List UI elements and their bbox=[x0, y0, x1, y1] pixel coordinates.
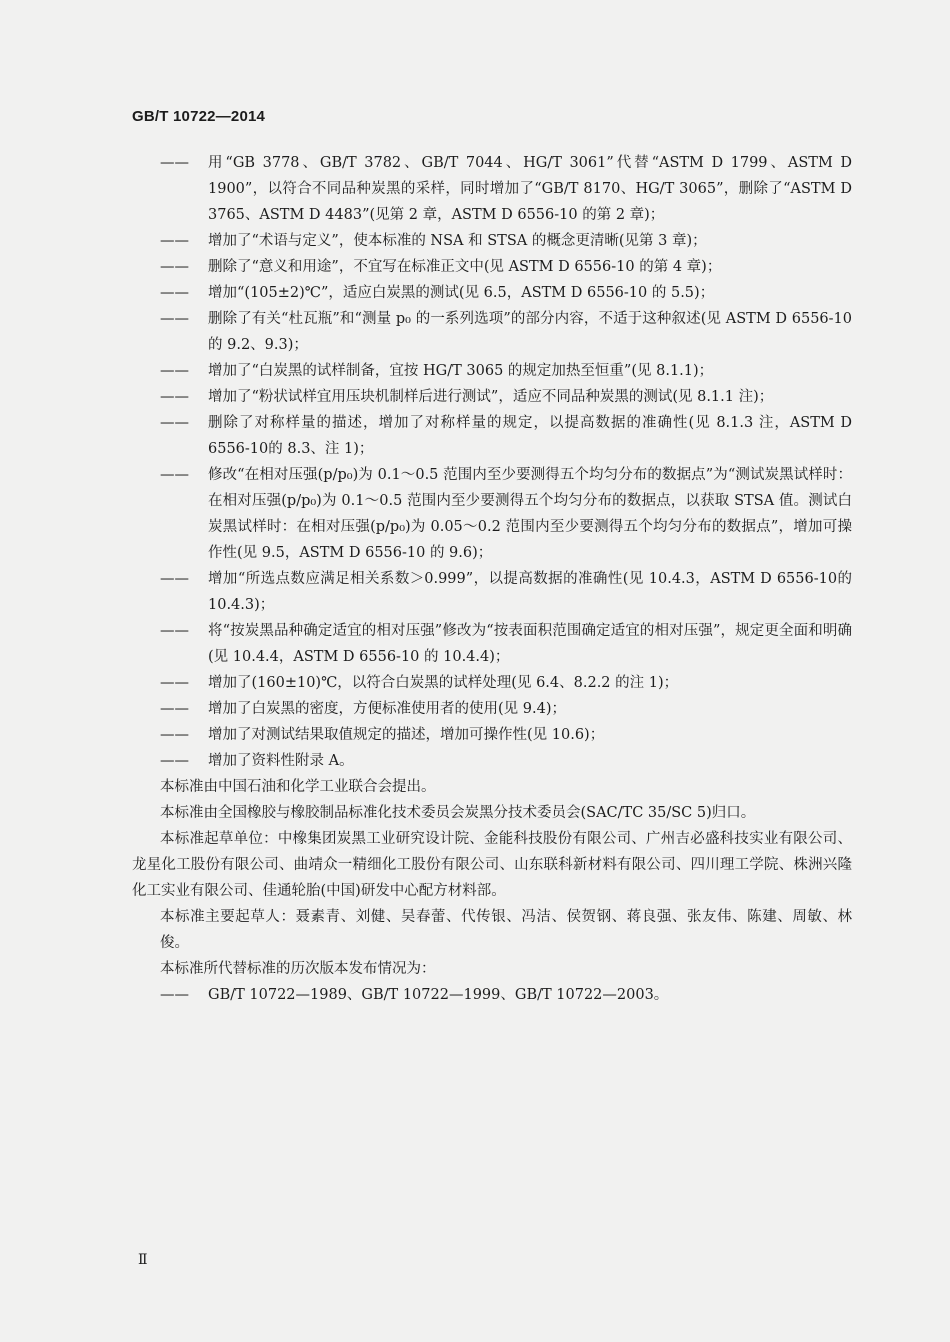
drafting-units-paragraph: 本标准起草单位：中橡集团炭黑工业研究设计院、金能科技股份有限公司、广州吉必盛科技实业有限公司、龙星化工股份有限公司、曲靖众一精细化工股份有限公司、山东联科新材料有限公司、四川理工学院、株洲兴隆化工实业有限公司、佳通轮胎(中国)研发中心配方材料部。 bbox=[132, 831, 852, 899]
proposed-by-paragraph: 本标准由中国石油和化学工业联合会提出。 bbox=[160, 779, 436, 795]
change-item-text: 增加了(160±10)℃，以符合白炭黑的试样处理(见 6.4、8.2.2 的注 1)； bbox=[208, 675, 679, 691]
dash-marker: —— bbox=[160, 623, 189, 639]
change-item-text: 增加了“粉状试样宜用压块机制样后进行测试”，适应不同品种炭黑的测试(见 8.1.1 注)； bbox=[208, 389, 774, 405]
history-intro-paragraph: 本标准所代替标准的历次版本发布情况为： bbox=[160, 961, 436, 977]
dash-marker: —— bbox=[160, 389, 189, 405]
change-item bbox=[160, 280, 852, 306]
change-item bbox=[160, 722, 852, 748]
change-item-text: 增加了资料性附录 A。 bbox=[208, 753, 354, 769]
change-item-text: 删除了有关“杜瓦瓶”和“测量 p₀ 的一系列选项”的部分内容，不适于这种叙述(见 ASTM D 6556-10的 9.2、9.3)； bbox=[208, 311, 852, 353]
change-item-text: 将“按炭黑品种确定适宜的相对压强”修改为“按表面积范围确定适宜的相对压强”，规定更全面和明确(见 10.4.4，ASTM D 6556-10 的 10.4.4)； bbox=[208, 623, 852, 665]
dash-marker: —— bbox=[160, 675, 189, 691]
dash-marker: —— bbox=[160, 987, 189, 1003]
change-item-text: 修改“在相对压强(p/p₀)为 0.1～0.5 范围内至少要测得五个均匀分布的数据点”为“测试炭黑试样时：在相对压强(p/p₀)为 0.1～0.5 范围内至少要测得五个均匀分布的数据点，以获取 STSA 值。测试白炭黑试样时：在相对压强(p/p₀)为 0.05～0.2 范围内至少要测得五个均匀分布的数据点”，增加可操作性(见 9.5，ASTM D 6556-10 的 9.6)； bbox=[208, 467, 852, 561]
change-item-text: 增加了白炭黑的密度，方便标准使用者的使用(见 9.4)； bbox=[208, 701, 566, 717]
dash-marker: —— bbox=[160, 311, 189, 327]
change-item bbox=[160, 696, 852, 722]
change-item bbox=[160, 228, 852, 254]
history-list-item bbox=[160, 982, 852, 1008]
dash-marker: —— bbox=[160, 753, 189, 769]
change-item bbox=[160, 462, 852, 566]
dash-marker: —— bbox=[160, 363, 189, 379]
dash-marker: —— bbox=[160, 467, 189, 483]
change-item bbox=[160, 306, 852, 358]
change-item bbox=[160, 748, 852, 774]
change-item-text: 删除了对称样量的描述，增加了对称样量的规定，以提高数据的准确性(见 8.1.3 注，ASTM D 6556-10的 8.3、注 1)； bbox=[208, 415, 852, 457]
dash-marker: —— bbox=[160, 415, 189, 431]
dash-marker: —— bbox=[160, 701, 189, 717]
dash-marker: —— bbox=[160, 285, 189, 301]
change-item bbox=[160, 358, 852, 384]
dash-marker: —— bbox=[160, 233, 189, 249]
change-item-text: 用“GB 3778、GB/T 3782、GB/T 7044、HG/T 3061”代替“ASTM D 1799、ASTM D 1900”，以符合不同品种炭黑的采样，同时增加了“GB/T 8170、HG/T 3065”，删除了“ASTM D 3765、ASTM D 4483”(见第 2 章，ASTM D 6556-10 的第 2 章)； bbox=[208, 155, 852, 223]
change-item bbox=[160, 150, 852, 228]
page-number: Ⅱ bbox=[138, 1252, 148, 1268]
dash-marker: —— bbox=[160, 571, 189, 587]
change-item-text: 增加了“术语与定义”，使本标准的 NSA 和 STSA 的概念更清晰(见第 3 章)； bbox=[208, 233, 707, 249]
standard-code-header: GB/T 10722—2014 bbox=[132, 108, 266, 125]
change-item-text: 增加“所选点数应满足相关系数＞0.999”，以提高数据的准确性(见 10.4.3，ASTM D 6556-10的 10.4.3)； bbox=[208, 571, 852, 613]
dash-marker: —— bbox=[160, 259, 189, 275]
change-item bbox=[160, 384, 852, 410]
history-list-text: GB/T 10722—1989、GB/T 10722—1999、GB/T 10722—2003。 bbox=[208, 987, 669, 1003]
change-item bbox=[160, 410, 852, 462]
managed-by-paragraph: 本标准由全国橡胶与橡胶制品标准化技术委员会炭黑分技术委员会(SAC/TC 35/SC 5)归口。 bbox=[160, 805, 756, 821]
drafters-paragraph: 本标准主要起草人：聂素青、刘健、吴春蕾、代传银、冯洁、侯贺钢、蒋良强、张友伟、陈建、周敏、林俊。 bbox=[160, 909, 852, 951]
change-item-text: 增加了对测试结果取值规定的描述，增加可操作性(见 10.6)； bbox=[208, 727, 605, 743]
change-item-text: 增加“(105±2)℃”，适应白炭黑的测试(见 6.5，ASTM D 6556-10 的 5.5)； bbox=[208, 285, 715, 301]
preface-content bbox=[132, 150, 852, 1008]
dash-marker: —— bbox=[160, 155, 189, 171]
change-item-text: 增加了“白炭黑的试样制备，宜按 HG/T 3065 的规定加热至恒重”(见 8.1.1)； bbox=[208, 363, 714, 379]
change-item bbox=[160, 618, 852, 670]
change-item bbox=[160, 566, 852, 618]
change-item-text: 删除了“意义和用途”，不宜写在标准正文中(见 ASTM D 6556-10 的第 4 章)； bbox=[208, 259, 722, 275]
dash-marker: —— bbox=[160, 727, 189, 743]
change-item bbox=[160, 254, 852, 280]
change-item bbox=[160, 670, 852, 696]
